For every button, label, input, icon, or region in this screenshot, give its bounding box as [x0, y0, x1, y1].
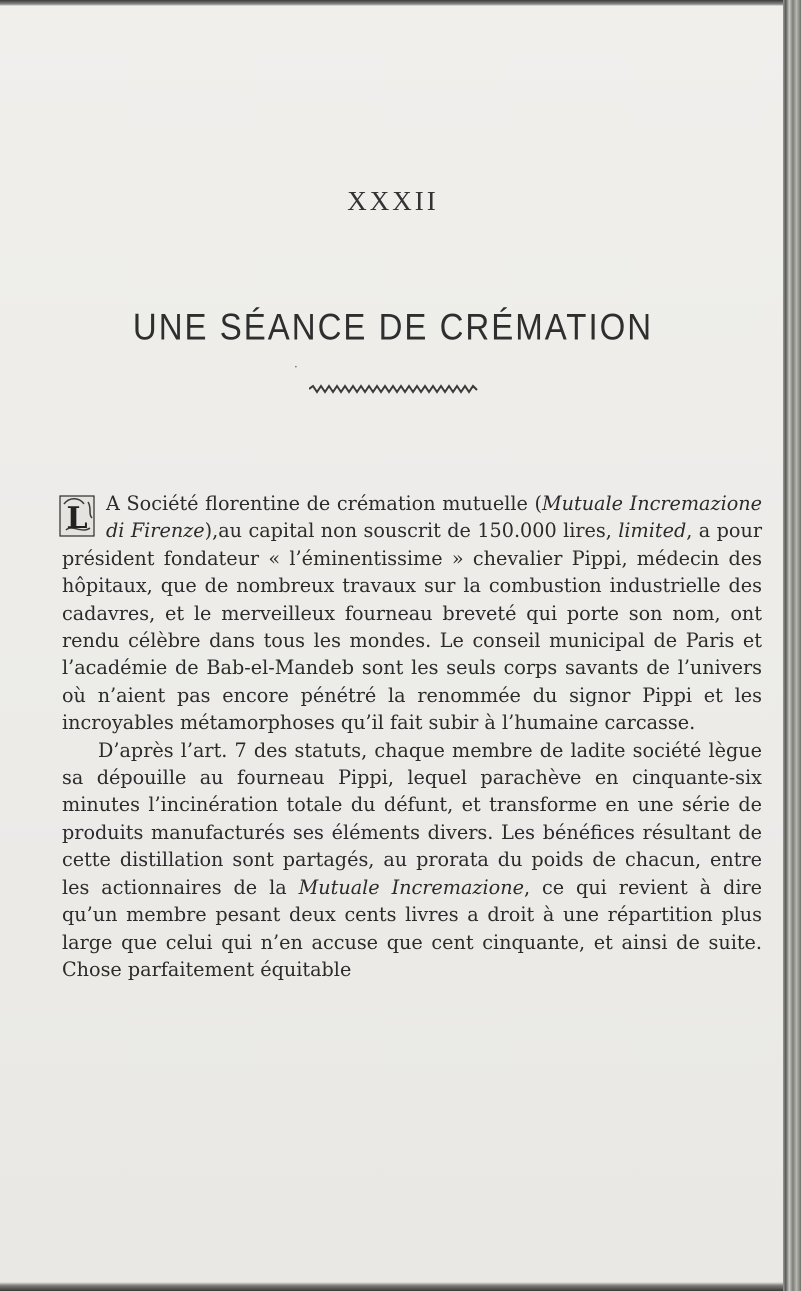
- body-text: [62, 490, 762, 983]
- text-run: D’après l’art. 7 des statuts, chaque membre de ladite société lègue sa dépouille au fourneau Pippi, lequel parachève en cinquante-six minutes l’incinération totale du défunt, et transforme en une série de produits manufacturés ses éléments divers. Les bénéfices résultant de cette distillation sont partagés, au prorata du poids de chacun, entre les actionnaires de la: [62, 738, 762, 899]
- book-spine-edge: [783, 0, 801, 1291]
- ornamental-rule: [309, 384, 479, 394]
- italic-text: Mutuale Incremazione di Firenze: [106, 492, 762, 543]
- italic-text: Mutuale Incremazione: [298, 875, 524, 899]
- dropcap-letter: L: [66, 501, 88, 536]
- text-run: , a pour président fondateur « l’éminentissime » chevalier Pippi, médecin des hôpitaux, que de nombreux travaux sur la combustion industrielle des cadavres, et le merveilleux fourneau breveté qui porte son nom, ont rendu célèbre dans tous les mondes. Le conseil municipal de Paris et l’académie de Bab-el-Mandeb sont les seuls corps savants de l’univers où n’aient pas encore pénétré la renommée du signor Pippi et les incroyables métamorphoses qu’il fait subir à l’humaine carcasse.: [62, 519, 762, 735]
- page-top-edge: [0, 0, 786, 6]
- paragraph: [62, 490, 762, 737]
- ink-speck: ·: [294, 360, 298, 374]
- paragraph: [62, 737, 762, 984]
- chapter-title: UNE SÉANCE DE CRÉMATION: [132, 305, 654, 348]
- text-run: A Société florentine de crémation mutuelle (: [106, 492, 542, 515]
- text-run: ),au capital non souscrit de 150.000 lires,: [204, 519, 619, 543]
- italic-text: limited: [618, 519, 687, 543]
- text-run: , ce qui revient à dire qu’un membre pesant deux cents livres a droit à une répartition plus large que celui qui n’en accuse que cent cinquante, et ainsi de suite. Chose parfaitement équitable: [62, 875, 762, 981]
- page-bottom-edge: [0, 1282, 786, 1291]
- decorated-initial-l: [58, 494, 98, 540]
- chapter-number: XXXII: [347, 186, 439, 216]
